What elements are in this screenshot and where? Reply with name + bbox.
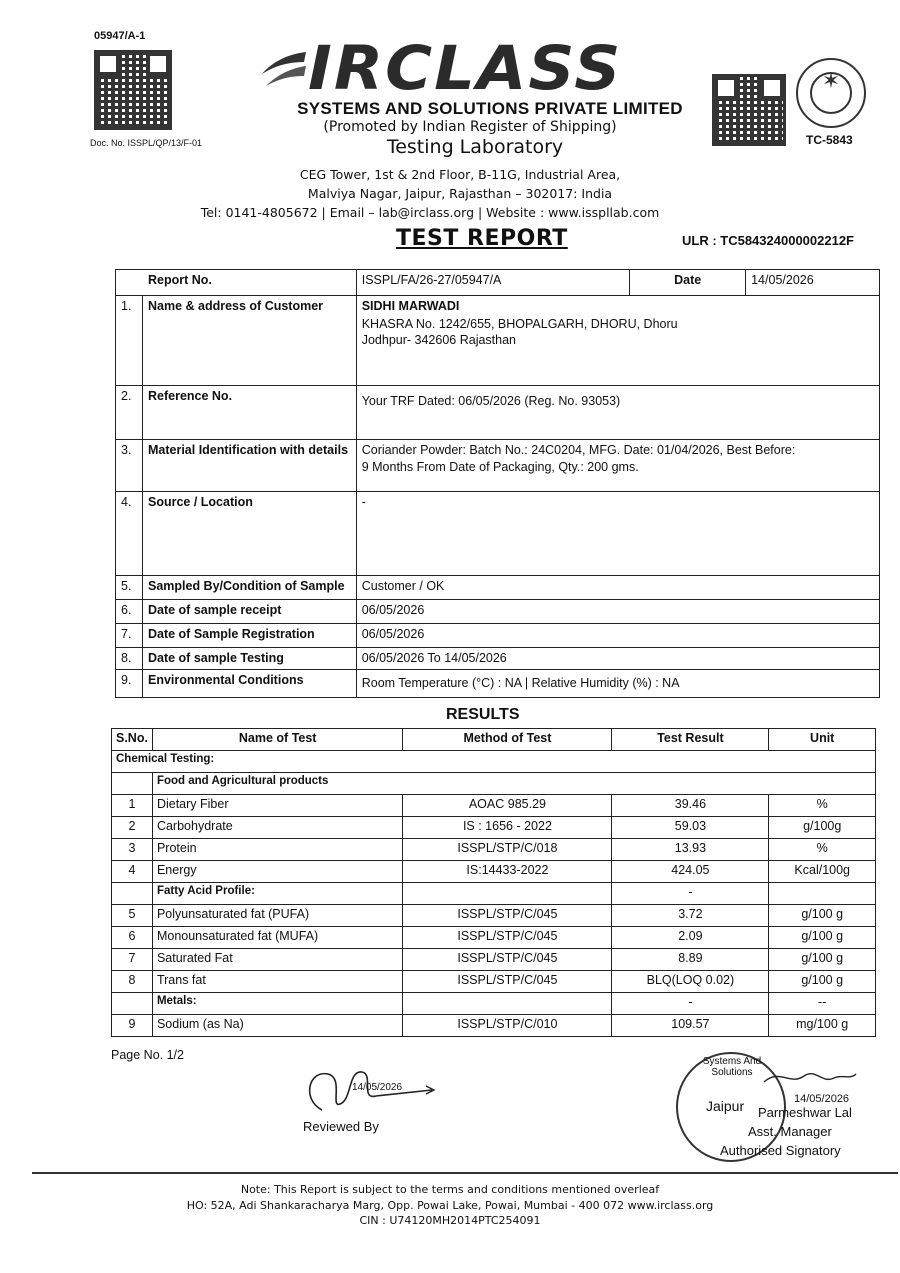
- cell-unit: Kcal/100g: [769, 861, 876, 883]
- cell-sno: 8: [112, 971, 153, 993]
- cell-name: Saturated Fat: [152, 949, 402, 971]
- report-no-label: Report No.: [116, 270, 357, 296]
- signatory-date: 14/05/2026: [794, 1093, 850, 1105]
- customer-address-1: KHASRA No. 1242/655, BHOPALGARH, DHORU, Dhoru: [361, 317, 678, 331]
- cell-name: Polyunsaturated fat (PUFA): [152, 905, 402, 927]
- signatory-signature-icon: [760, 1064, 860, 1090]
- info-row: [116, 296, 880, 386]
- row-number: 8.: [116, 648, 143, 670]
- row-label: Date of Sample Registration: [142, 624, 356, 648]
- stamp-ring-text: Systems And Solutions: [702, 1056, 762, 1078]
- cell-result: 59.03: [612, 817, 769, 839]
- doc-number: Doc. No. ISSPL/QP/13/F-01: [90, 138, 203, 148]
- cell-unit: g/100 g: [769, 949, 876, 971]
- header-unit: Unit: [769, 729, 876, 751]
- table-row: [112, 795, 876, 817]
- company-name: SYSTEMS AND SOLUTIONS PRIVATE LIMITED: [297, 99, 683, 118]
- row-number: 9.: [116, 670, 143, 698]
- section-row: [112, 751, 876, 773]
- cell-method: ISSPL/STP/C/045: [403, 971, 612, 993]
- cell-sno: 1: [112, 795, 153, 817]
- logo-swoosh-icon: [258, 48, 308, 92]
- ulr-number: ULR : TC584324000002212F: [682, 233, 854, 248]
- results-table: [111, 728, 876, 1037]
- cell-unit: g/100 g: [769, 905, 876, 927]
- row-label: Material Identification with details: [142, 440, 356, 492]
- header-name: Name of Test: [152, 729, 402, 751]
- customer-name: SIDHI MARWADI: [361, 299, 460, 313]
- cell-sno: 2: [112, 817, 153, 839]
- section-row: [112, 773, 876, 795]
- row-value: Room Temperature (°C) : NA | Relative Humidity (%) : NA: [356, 670, 879, 698]
- promoted-by: (Promoted by Indian Register of Shipping): [323, 119, 617, 135]
- row-number: 1.: [116, 296, 143, 386]
- cell-unit: --: [769, 993, 876, 1015]
- table-row: [112, 971, 876, 993]
- stamp-city: Jaipur: [706, 1098, 745, 1114]
- footer-ho-address: HO: 52A, Adi Shankaracharya Marg, Opp. Powai Lake, Powai, Mumbai - 400 072 www.irclass.org: [186, 1199, 714, 1212]
- logo-text: IRCLASS: [308, 33, 623, 105]
- section-row: [112, 993, 876, 1015]
- row-label: Date of sample receipt: [142, 600, 356, 624]
- chemical-testing-label: Chemical Testing:: [112, 751, 876, 773]
- info-row: [116, 670, 880, 698]
- report-info-table: [115, 269, 880, 698]
- cell-name: Monounsaturated fat (MUFA): [152, 927, 402, 949]
- cell-method: ISSPL/STP/C/045: [403, 949, 612, 971]
- cell-method: IS:14433-2022: [403, 861, 612, 883]
- report-title: TEST REPORT: [396, 226, 568, 251]
- cell-method: AOAC 985.29: [403, 795, 612, 817]
- row-number: 7.: [116, 624, 143, 648]
- cell-sno: 3: [112, 839, 153, 861]
- contact-line: Tel: 0141-4805672 | Email – lab@irclass.org | Website : www.isspllab.com: [200, 205, 660, 220]
- row-value: 06/05/2026: [356, 624, 879, 648]
- info-row: [116, 492, 880, 576]
- cell-result: 8.89: [612, 949, 769, 971]
- footer-divider: [32, 1172, 898, 1174]
- footer-cin: CIN : U74120MH2014PTC254091: [359, 1214, 541, 1227]
- results-header-row: [112, 729, 876, 751]
- cell-sno: 6: [112, 927, 153, 949]
- fatty-acid-label: Fatty Acid Profile:: [152, 883, 402, 905]
- customer-address-2: Jodhpur- 342606 Rajasthan: [361, 333, 516, 347]
- signatory-authority: Authorised Signatory: [720, 1143, 841, 1158]
- cell-sno: 4: [112, 861, 153, 883]
- results-title: RESULTS: [446, 706, 520, 723]
- cell-method: ISSPL/STP/C/018: [403, 839, 612, 861]
- row-label: Source / Location: [142, 492, 356, 576]
- table-row: [112, 1015, 876, 1037]
- header-sno: S.No.: [112, 729, 153, 751]
- row-label: Name & address of Customer: [142, 296, 356, 386]
- cell-result: 424.05: [612, 861, 769, 883]
- row-number: 2.: [116, 386, 143, 440]
- cell-result: 2.09: [612, 927, 769, 949]
- header-result: Test Result: [612, 729, 769, 751]
- cell-unit: %: [769, 795, 876, 817]
- report-no-row: [116, 270, 880, 296]
- signatory-role: Asst. Manager: [748, 1124, 832, 1139]
- info-row: [116, 624, 880, 648]
- material-line-2: 9 Months From Date of Packaging, Qty.: 200 gms.: [361, 460, 639, 474]
- tc-number: TC-5843: [806, 133, 853, 147]
- cell-name: Carbohydrate: [152, 817, 402, 839]
- cell-result: 39.46: [612, 795, 769, 817]
- table-row: [112, 905, 876, 927]
- row-value: [356, 296, 879, 386]
- table-row: [112, 817, 876, 839]
- row-label: Sampled By/Condition of Sample: [142, 576, 356, 600]
- cell-result: BLQ(LOQ 0.02): [612, 971, 769, 993]
- info-row: [116, 386, 880, 440]
- cell-result: 109.57: [612, 1015, 769, 1037]
- page-number: Page No. 1/2: [111, 1048, 184, 1062]
- cell-sno: 9: [112, 1015, 153, 1037]
- cell-method: IS : 1656 - 2022: [403, 817, 612, 839]
- row-value: -: [356, 492, 879, 576]
- cell-result: 13.93: [612, 839, 769, 861]
- info-row: [116, 440, 880, 492]
- report-no-value: ISSPL/FA/26-27/05947/A: [356, 270, 630, 296]
- row-label: Environmental Conditions: [142, 670, 356, 698]
- table-row: [112, 927, 876, 949]
- row-value: 06/05/2026 To 14/05/2026: [356, 648, 879, 670]
- row-value: 06/05/2026: [356, 600, 879, 624]
- cell-result: 3.72: [612, 905, 769, 927]
- row-number: 3.: [116, 440, 143, 492]
- cell-unit: %: [769, 839, 876, 861]
- header-method: Method of Test: [403, 729, 612, 751]
- material-line-1: Coriander Powder: Batch No.: 24C0204, MFG. Date: 01/04/2026, Best Before:: [361, 443, 796, 457]
- row-number: 5.: [116, 576, 143, 600]
- food-products-label: Food and Agricultural products: [152, 773, 875, 795]
- cell-unit: g/100 g: [769, 927, 876, 949]
- row-label: Reference No.: [142, 386, 356, 440]
- cell-method: ISSPL/STP/C/010: [403, 1015, 612, 1037]
- reviewed-by-label: Reviewed By: [303, 1119, 379, 1134]
- table-row: [112, 861, 876, 883]
- accreditation-seal-icon: ✶: [796, 58, 866, 128]
- cell-sno: 5: [112, 905, 153, 927]
- cell-result: -: [612, 993, 769, 1015]
- cell-unit: g/100g: [769, 817, 876, 839]
- row-value: [356, 440, 879, 492]
- cell-name: Trans fat: [152, 971, 402, 993]
- cell-sno: 7: [112, 949, 153, 971]
- section-row: [112, 883, 876, 905]
- row-value: Customer / OK: [356, 576, 879, 600]
- cell-unit: g/100 g: [769, 971, 876, 993]
- cell-method: ISSPL/STP/C/045: [403, 927, 612, 949]
- table-row: [112, 949, 876, 971]
- info-row: [116, 600, 880, 624]
- footer-note: Note: This Report is subject to the terms and conditions mentioned overleaf: [240, 1183, 660, 1196]
- row-label: Date of sample Testing: [142, 648, 356, 670]
- info-row: [116, 576, 880, 600]
- cell-method: ISSPL/STP/C/045: [403, 905, 612, 927]
- info-row: [116, 648, 880, 670]
- metals-label: Metals:: [152, 993, 402, 1015]
- cell-unit: mg/100 g: [769, 1015, 876, 1037]
- row-value: Your TRF Dated: 06/05/2026 (Reg. No. 93053): [356, 386, 879, 440]
- address-line-1: CEG Tower, 1st & 2nd Floor, B-11G, Industrial Area,: [299, 167, 621, 182]
- ref-code: 05947/A-1: [94, 30, 146, 42]
- qr-code-right-icon: [712, 74, 786, 146]
- date-value: 14/05/2026: [746, 270, 880, 296]
- cell-name: Energy: [152, 861, 402, 883]
- cell-name: Protein: [152, 839, 402, 861]
- lab-name: Testing Laboratory: [386, 136, 564, 158]
- address-line-2: Malviya Nagar, Jaipur, Rajasthan – 302017: India: [307, 186, 613, 201]
- cell-result: -: [612, 883, 769, 905]
- row-number: 4.: [116, 492, 143, 576]
- table-row: [112, 839, 876, 861]
- cell-name: Dietary Fiber: [152, 795, 402, 817]
- row-number: 6.: [116, 600, 143, 624]
- irclass-logo: [258, 33, 678, 105]
- reviewer-sign-date: 14/05/2026: [352, 1082, 403, 1093]
- date-label: Date: [630, 270, 746, 296]
- cell-name: Sodium (as Na): [152, 1015, 402, 1037]
- signatory-name: Parmeshwar Lal: [758, 1105, 852, 1120]
